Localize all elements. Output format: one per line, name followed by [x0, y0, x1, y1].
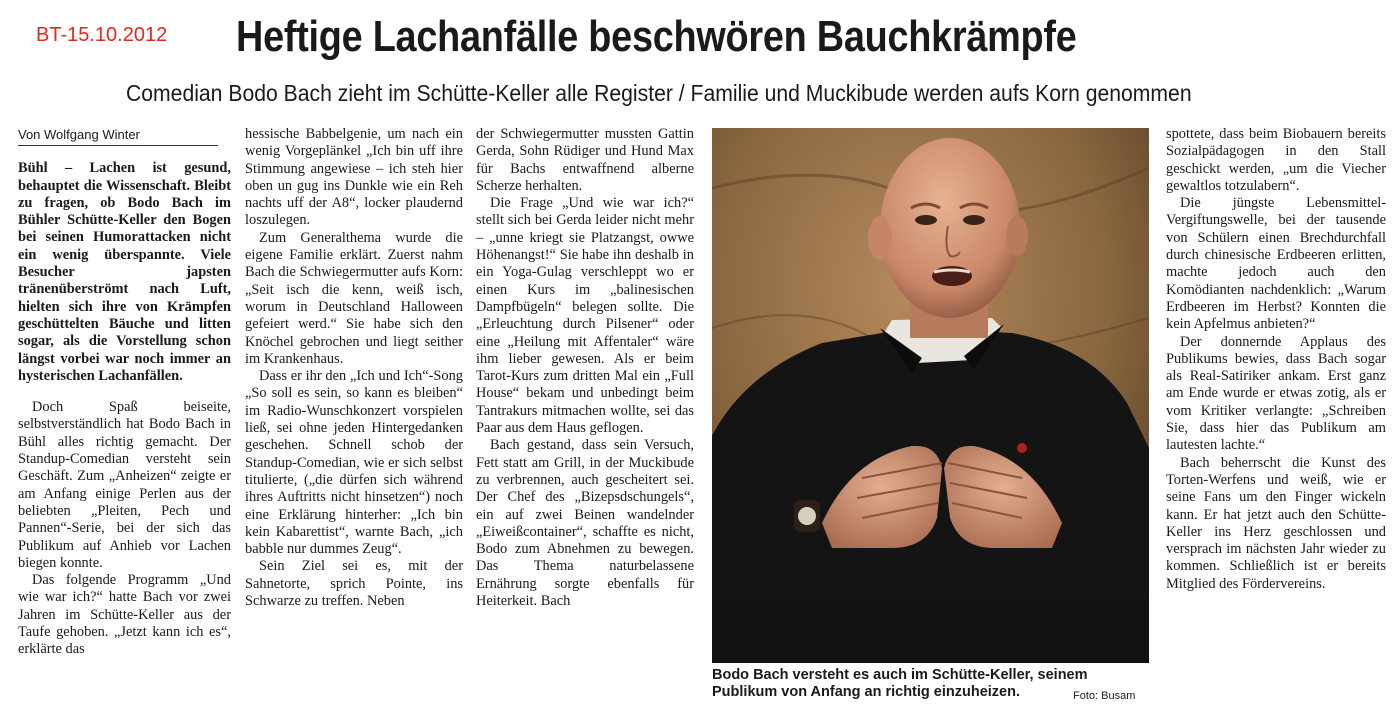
body-paragraph: Zum Generalthema wurde die eigene Familie erklärt. Zuerst nahm Bach die Schwiegermutter aufs Korn: „Seit isch die kenn, weiß isch, worum in Deutschland Halloween gefeiert werd.“ Sie habe sich den Knöchel gebrochen und liegt seither im Krankenhaus.	[245, 229, 463, 367]
photo-caption: Bodo Bach versteht es auch im Schütte-Keller, seinem Publikum von Anfang an richtig einzuheizen.	[712, 667, 1088, 700]
body-paragraph: spottete, dass beim Biobauern bereits Sozialpädagogen in den Stall geschickt werden, „um die Viecher gewaltlos totzulabern“.	[1166, 126, 1386, 194]
body-paragraph: Sein Ziel sei es, mit der Sahnetorte, sprich Pointe, ins Schwarze zu treffen. Neben	[245, 558, 463, 610]
body-paragraph: Der donnernde Applaus des Publikums bewies, dass Bach sogar als Real-Satiriker ankam. Erst ganz am Ende wurde er etwas zotig, als er vom Kritiker verlangte: „Schreiben Sie, dass hier das Publikum am lautesten lachte.“	[1166, 333, 1386, 454]
article-column-2	[245, 126, 463, 610]
article-column-1	[18, 126, 231, 659]
body-paragraph: Bach gestand, dass sein Versuch, Fett statt am Grill, in der Muckibude zu verbrennen, auch gescheitert sei. Der Chef des „Bizepsdschungels“, ein auf zwei Beinen wandelnder „Eiweißcontainer“, schaffte es nicht, Bodo zum Abnehmen zu bewegen. Das Thema naturbelassene Ernährung sorgte ebenfalls für Heiterkeit. Bach	[476, 437, 694, 610]
body-paragraph: Die jüngste Lebensmittel-Vergiftungswelle, bei der tausende von Schülern einen Brechdurchfall durch chinesische Erdbeeren erlitten, machte jedoch auch den Komödianten nachdenklich: „Warum Erdbeeren im Herbst? Konnten die kein Apfelmus anbieten?“	[1166, 195, 1386, 333]
body-paragraph: Das folgende Programm „Und wie war ich?“ hatte Bach vor zwei Jahren im Schütte-Keller aus der Taufe gehoben. „Jetzt kann ich es“, erklärte das	[18, 572, 231, 658]
body-paragraph: Bach beherrscht die Kunst des Torten-Werfens und weiß, wie er seine Fans um den Finger wickeln kann. Er hat jetzt auch den Schütte-Keller ins Herz geschlossen und versprach im nächsten Jahr wieder zu kommen. Schließlich ist er bereits Mitglied des Fördervereins.	[1166, 454, 1386, 592]
photo-credit: Foto: Busam	[1073, 690, 1136, 702]
byline: Von Wolfgang Winter	[18, 126, 218, 146]
article-photo	[712, 128, 1149, 663]
body-paragraph: Doch Spaß beiseite, selbstverständlich hat Bodo Bach in Bühl alles richtig gemacht. Der Standup-Comedian versteht sein Geschäft. Zum „Anheizen“ zeigte er am Anfang einige Perlen aus der beliebten „Pleiten, Pech und Pannen“-Serie, bei der sich das Publikum auf Anhieb vor Lachen biegen konnte.	[18, 399, 231, 571]
article-column-3	[476, 126, 694, 610]
lead-paragraph: Bühl – Lachen ist gesund, behauptet die Wissenschaft. Bleibt zu fragen, ob Bodo Bach im Bühler Schütte-Keller den Bogen bei seinen Humorattacken nicht ein wenig überspannte. Viele Besucher japsten tränenüberströmt nach Luft, hielten sich ihre von Krämpfen geschüttelten Bäuche und litten sogar, als die Vorstellung schon längst vorbei war noch immer an hysterischen Lachanfällen.	[18, 160, 231, 384]
body-paragraph: Dass er ihr den „Ich und Ich“-Song „So soll es sein, so kann es bleiben“ im Radio-Wunschkonzert vorspielen ließ, sei ohne jeden Hintergedanken geschehen. Schnell schob der Standup-Comedian, wie er sich selbst titulierte, („die dürfen sich während ihres Auftritts nicht hinsetzen“) noch eine Erklärung hinterher: „Ich bin kein Kabarettist“, warnte Bach, „ich babble nur dummes Zeug“.	[245, 368, 463, 558]
dateline: BT-15.10.2012	[36, 24, 168, 46]
body-paragraph: hessische Babbelgenie, um nach ein wenig Vorgeplänkel „Ich bin uff ihre Stimmung angewiese – ich steh hier oben un gug ins Dunkle wie ein Reh nachts uff der A8“, locker plaudernd loszulegen.	[245, 126, 463, 229]
subheadline: Comedian Bodo Bach zieht im Schütte-Keller alle Register / Familie und Muckibude werden aufs Korn genommen	[126, 80, 1192, 106]
performer-photo-illustration	[712, 128, 1149, 663]
body-paragraph: Die Frage „Und wie war ich?“ stellt sich bei Gerda leider nicht mehr – „unne kriegt sie Platzangst, owwe Höhenangst!“ Sie habe ihn deshalb in ein Yoga-Gulag verschleppt wo er einen Kurs im „balinesischen Dampfbügeln“ belegen sollte. Die „Erleuchtung durch Pilsener“ oder eine „Heilung mit Affentaler“ wäre ihm lieber gewesen. Als er beim Tarot-Kurs zum dritten Mal ein „Full House“ bekam und unbedingt beim Tantrakurs mitmachen wollte, sei das Paar aus dem Haus geflogen.	[476, 195, 694, 437]
headline: Heftige Lachanfälle beschwören Bauchkrämpfe	[236, 12, 1077, 61]
article-column-4	[1166, 126, 1386, 593]
body-paragraph: der Schwiegermutter mussten Gattin Gerda, Sohn Rüdiger und Hund Max für Bachs entwaffnend alberne Scherze herhalten.	[476, 126, 694, 194]
